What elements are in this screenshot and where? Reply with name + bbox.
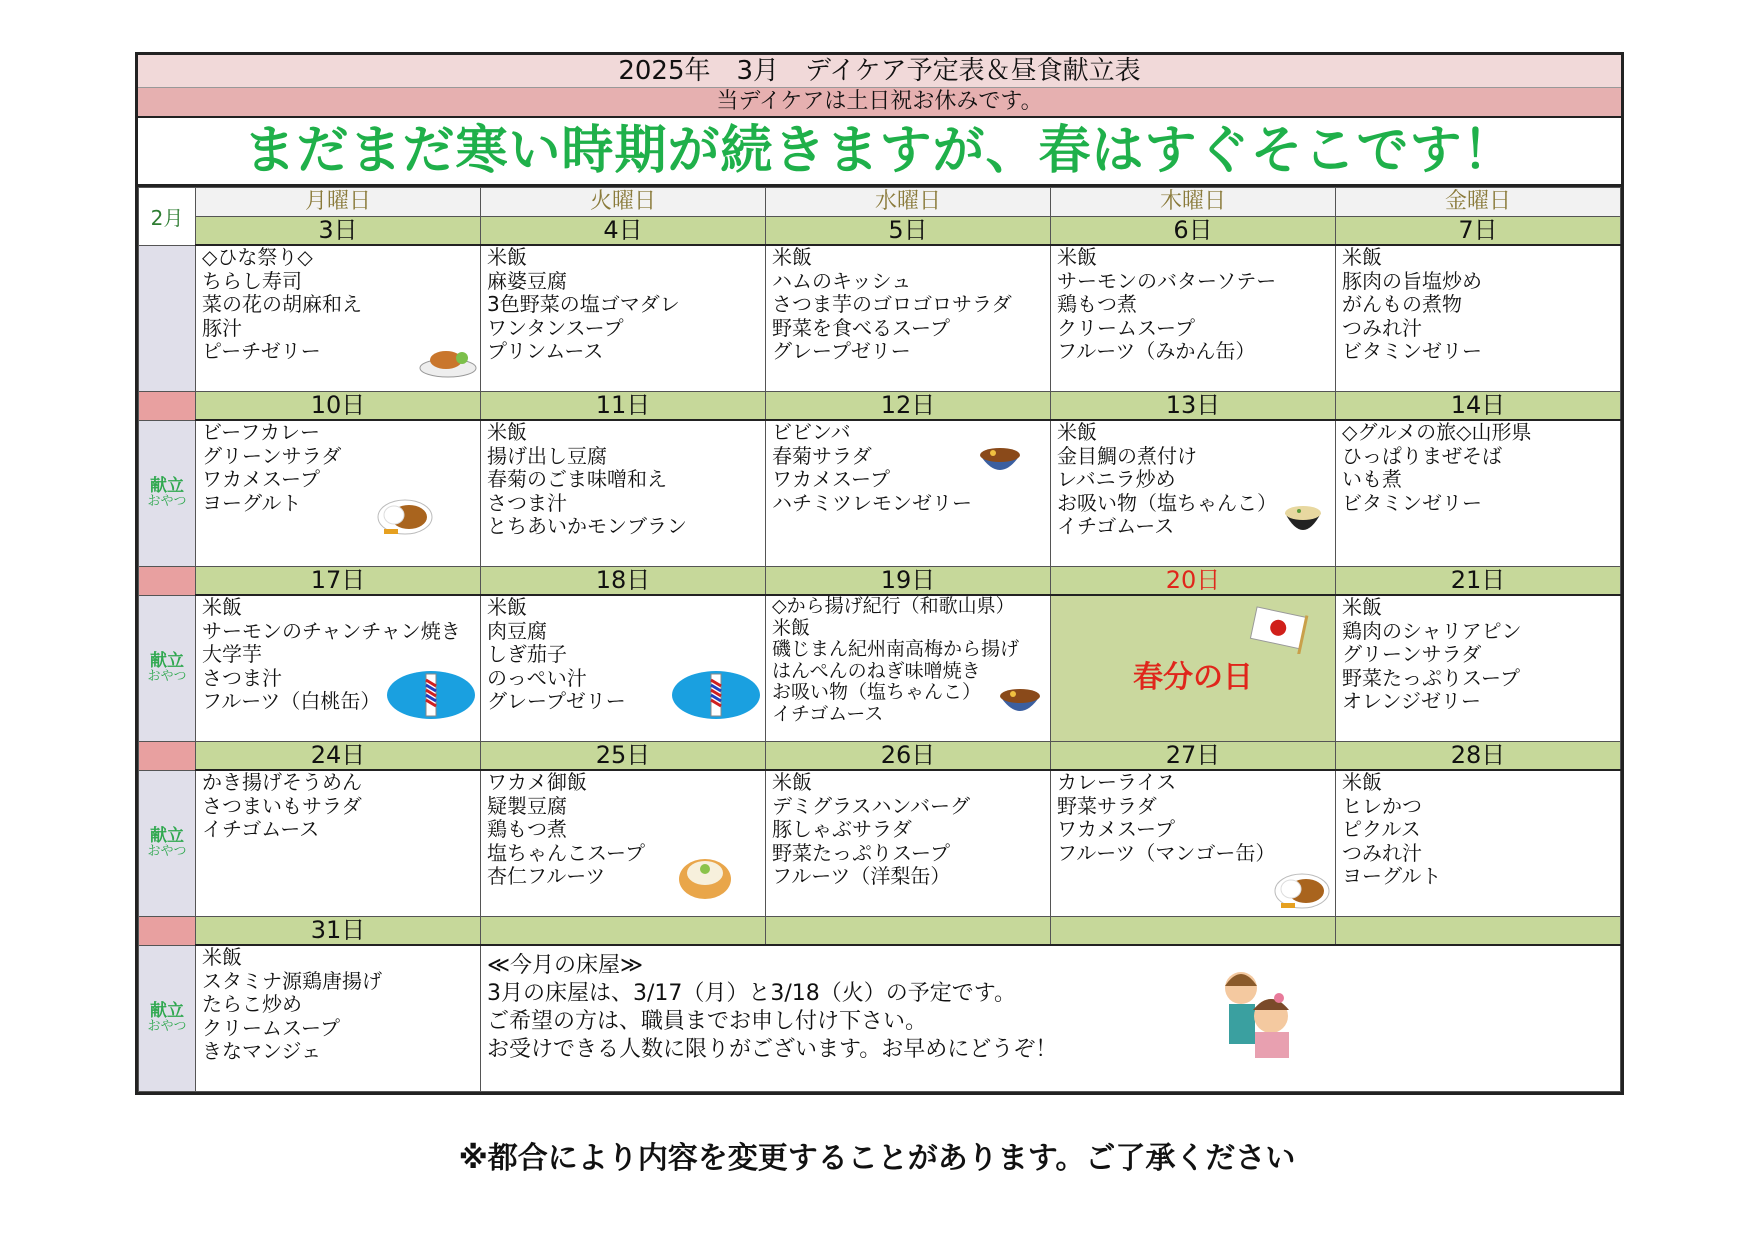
menu-item: 肉豆腐 xyxy=(487,618,547,643)
menu-item: グレープゼリー xyxy=(487,689,626,713)
menu-item: フルーツ（マンゴー缶） xyxy=(1057,840,1276,865)
menu-item: 鶏もつ煮 xyxy=(487,817,567,841)
kakiage-bowl-icon xyxy=(677,851,733,907)
date-cell: 31日 xyxy=(196,917,481,946)
menu-item: 春菊のごま味噌和え xyxy=(487,467,667,491)
menu-item: レバニラ炒め xyxy=(1057,467,1176,491)
menu-side-label xyxy=(139,945,196,1092)
menu-row xyxy=(139,420,1621,567)
menu-item: フルーツ（みかん缶） xyxy=(1057,339,1256,363)
date-cell xyxy=(766,917,1051,946)
menu-item: のっぺい汁 xyxy=(487,665,587,690)
side-label-sub: おやつ xyxy=(147,494,187,510)
japan-flag-icon xyxy=(1247,604,1311,658)
menu-cell xyxy=(196,595,481,742)
menu-cell xyxy=(1336,245,1621,392)
menu-item: 米飯 xyxy=(772,245,812,269)
menu-item: ヨーグルト xyxy=(202,490,302,515)
menu-item: サーモンのチャンチャン焼き xyxy=(202,618,461,643)
menu-cell xyxy=(481,770,766,917)
menu-item: ピクルス xyxy=(1342,817,1421,841)
date-cell: 10日 xyxy=(196,392,481,421)
menu-item: クリームスープ xyxy=(1057,315,1195,340)
date-row xyxy=(139,392,1621,421)
menu-item: ハムのキッシュ xyxy=(772,268,912,293)
notice-line: ご希望の方は、職員までお申し付け下さい。 xyxy=(487,1009,928,1034)
date-cell: 19日 xyxy=(766,567,1051,596)
menu-item: ビーフカレー xyxy=(202,420,320,444)
menu-item: 米飯 xyxy=(487,595,527,619)
date-cell: 24日 xyxy=(196,742,481,771)
barber-pole-icon xyxy=(671,670,761,726)
barber-pole-icon xyxy=(386,670,476,726)
date-cell: 3日 xyxy=(196,217,481,246)
side-label-sub: おやつ xyxy=(147,844,187,860)
menu-item: グリーンサラダ xyxy=(202,443,342,468)
menu-item: ヒレかつ xyxy=(1342,793,1422,818)
menu-side-label xyxy=(139,420,196,567)
date-row xyxy=(139,917,1621,946)
menu-item: ワカメ御飯 xyxy=(487,770,587,794)
menu-item: ◇から揚げ紀行（和歌山県） xyxy=(772,595,1015,617)
date-row xyxy=(139,567,1621,596)
menu-cell xyxy=(1051,245,1336,392)
menu-item: 豚肉の旨塩炒め xyxy=(1342,268,1482,293)
menu-item: 3色野菜の塩ゴマダレ xyxy=(487,292,680,316)
menu-item: いも煮 xyxy=(1342,467,1402,491)
page-title: 2025年 3月 デイケア予定表＆昼食献立表 xyxy=(138,55,1621,88)
menu-item: 野菜を食べるスープ xyxy=(772,315,950,340)
menu-item: イチゴムース xyxy=(202,817,320,841)
menu-item: ◇グルメの旅◇山形県 xyxy=(1342,420,1532,444)
date-cell: 5日 xyxy=(766,217,1051,246)
menu-item: しぎ茄子 xyxy=(487,642,567,666)
menu-item: 米飯 xyxy=(1342,595,1382,619)
menu-item: 菜の花の胡麻和え xyxy=(202,292,362,316)
menu-item: ビタミンゼリー xyxy=(1342,490,1482,515)
bowl-icon xyxy=(998,680,1042,726)
menu-item: イチゴムース xyxy=(1057,514,1175,538)
month-corner-label: 2月 xyxy=(139,188,196,246)
calendar-table xyxy=(138,187,1621,1092)
menu-item: 米飯 xyxy=(202,595,242,619)
barber-notice xyxy=(481,945,1621,1092)
menu-cell xyxy=(766,245,1051,392)
menu-item: ワカメスープ xyxy=(1057,817,1175,841)
menu-cell xyxy=(481,245,766,392)
menu-item: はんぺんのねぎ味噌焼き xyxy=(772,659,981,682)
menu-item: 塩ちゃんこスープ xyxy=(487,840,645,865)
menu-item: とちあいかモンブラン xyxy=(487,514,687,538)
date-cell: 11日 xyxy=(481,392,766,421)
menu-item: ワカメスープ xyxy=(202,467,320,491)
side-label-sub: おやつ xyxy=(147,1019,187,1035)
date-cell: 28日 xyxy=(1336,742,1621,771)
menu-item: オレンジゼリー xyxy=(1342,689,1481,713)
menu-item: サーモンのバターソテー xyxy=(1057,268,1277,293)
date-cell: 7日 xyxy=(1336,217,1621,246)
menu-item: お吸い物（塩ちゃんこ） xyxy=(772,681,982,703)
fried-food-plate-icon xyxy=(418,342,478,384)
weekday-row xyxy=(139,188,1621,217)
menu-item: 米飯 xyxy=(487,245,527,269)
holiday-cell xyxy=(1051,595,1336,742)
date-cell xyxy=(481,917,766,946)
side-label-main: 献立 xyxy=(150,1001,184,1022)
menu-cell xyxy=(766,770,1051,917)
date-cell: 14日 xyxy=(1336,392,1621,421)
haircut-illustration-icon xyxy=(1211,960,1301,1068)
menu-item: 金目鯛の煮付け xyxy=(1057,443,1197,468)
menu-item: 麻婆豆腐 xyxy=(487,268,567,293)
menu-item: ちらし寿司 xyxy=(202,268,302,293)
menu-item: 米飯 xyxy=(772,616,811,639)
menu-item: 鶏肉のシャリアピン xyxy=(1342,618,1522,643)
menu-item: お吸い物（塩ちゃんこ） xyxy=(1057,490,1277,515)
date-row xyxy=(139,742,1621,771)
date-cell: 25日 xyxy=(481,742,766,771)
menu-item: ヨーグルト xyxy=(1342,864,1442,888)
miso-soup-icon xyxy=(1283,497,1323,551)
menu-row xyxy=(139,245,1621,392)
menu-cell xyxy=(1051,420,1336,567)
menu-item: 野菜サラダ xyxy=(1057,793,1157,818)
menu-cell xyxy=(481,420,766,567)
week-side-header xyxy=(139,567,196,596)
menu-item: たらこ炒め xyxy=(202,992,302,1016)
date-cell xyxy=(1336,917,1621,946)
menu-item: ピーチゼリー xyxy=(202,339,321,363)
menu-side-label xyxy=(139,770,196,917)
menu-item: ワカメスープ xyxy=(772,467,890,491)
notice-line: お受けできる人数に限りがございます。お早めにどうぞ！ xyxy=(487,1037,1058,1062)
date-cell: 17日 xyxy=(196,567,481,596)
menu-item: さつま汁 xyxy=(487,490,567,515)
menu-item: 春菊サラダ xyxy=(772,443,872,468)
week-side-header xyxy=(139,742,196,771)
menu-row xyxy=(139,770,1621,917)
menu-item: 揚げ出し豆腐 xyxy=(487,443,607,468)
menu-item: ハチミツレモンゼリー xyxy=(772,490,972,515)
menu-item: 米飯 xyxy=(1057,420,1097,444)
menu-cell xyxy=(1336,595,1621,742)
menu-side-label xyxy=(139,595,196,742)
menu-cell xyxy=(1051,770,1336,917)
menu-item: イチゴムース xyxy=(772,702,884,725)
menu-item: グリーンサラダ xyxy=(1342,642,1482,666)
menu-item: デミグラスハンバーグ xyxy=(772,793,970,818)
menu-item: 米飯 xyxy=(772,770,812,794)
menu-row xyxy=(139,945,1621,1092)
week-side-header xyxy=(139,917,196,946)
weekday-header: 木曜日 xyxy=(1051,188,1336,217)
menu-item: ワンタンスープ xyxy=(487,315,624,340)
menu-item: 米飯 xyxy=(202,945,242,969)
menu-item: ひっぱりまぜそば xyxy=(1342,443,1502,468)
date-cell: 6日 xyxy=(1051,217,1336,246)
menu-item: かき揚げそうめん xyxy=(202,770,362,794)
menu-item: 野菜たっぷりスープ xyxy=(772,840,950,865)
menu-item: きなマンジェ xyxy=(202,1039,322,1063)
menu-item: 疑製豆腐 xyxy=(487,793,567,818)
notice-title: ≪今月の床屋≫ xyxy=(487,953,644,978)
menu-item: 米飯 xyxy=(1342,245,1382,269)
date-cell: 13日 xyxy=(1051,392,1336,421)
menu-item: フルーツ（洋梨缶） xyxy=(772,864,951,888)
menu-item: 豚汁 xyxy=(202,315,242,340)
menu-item: がんもの煮物 xyxy=(1342,292,1462,316)
date-cell: 12日 xyxy=(766,392,1051,421)
menu-item: 磯じまん紀州南高梅から揚げ xyxy=(772,638,1020,660)
menu-item: 米飯 xyxy=(1342,770,1382,794)
weekday-header: 水曜日 xyxy=(766,188,1051,217)
notice-line: 3月の床屋は、3/17（月）と3/18（火）の予定です。 xyxy=(487,981,1017,1006)
side-label-sub: おやつ xyxy=(147,669,187,685)
menu-cell xyxy=(1336,770,1621,917)
banner-message: まだまだ寒い時期が続きますが、春はすぐそこです！ xyxy=(138,118,1621,187)
date-cell: 20日 xyxy=(1051,567,1336,596)
menu-row xyxy=(139,595,1621,742)
menu-item: 鶏もつ煮 xyxy=(1057,292,1137,316)
week-side-header xyxy=(139,392,196,421)
date-cell: 18日 xyxy=(481,567,766,596)
curry-plate-icon xyxy=(376,493,434,543)
menu-item: 杏仁フルーツ xyxy=(487,864,606,888)
menu-item: さつまいもサラダ xyxy=(202,793,362,818)
menu-cell xyxy=(196,245,481,392)
menu-cell xyxy=(481,595,766,742)
menu-item: つみれ汁 xyxy=(1342,315,1422,340)
menu-item: ビタミンゼリー xyxy=(1342,339,1482,363)
side-label-main: 献立 xyxy=(150,826,184,847)
menu-item: 大学芋 xyxy=(202,642,262,666)
menu-item: カレーライス xyxy=(1057,770,1177,794)
menu-item: 米飯 xyxy=(487,420,527,444)
menu-cell xyxy=(766,420,1051,567)
menu-item: フルーツ（白桃缶） xyxy=(202,689,381,713)
menu-cell xyxy=(196,945,481,1092)
date-cell xyxy=(1051,917,1336,946)
menu-item: 米飯 xyxy=(1057,245,1097,269)
weekday-header: 金曜日 xyxy=(1336,188,1621,217)
menu-item: グレープゼリー xyxy=(772,339,911,363)
menu-cell xyxy=(766,595,1051,742)
date-cell: 26日 xyxy=(766,742,1051,771)
weekday-header: 火曜日 xyxy=(481,188,766,217)
menu-cell xyxy=(1336,420,1621,567)
menu-item: つみれ汁 xyxy=(1342,840,1422,865)
schedule-sheet xyxy=(135,52,1624,1095)
date-cell: 27日 xyxy=(1051,742,1336,771)
menu-cell xyxy=(196,770,481,917)
menu-item: 豚しゃぶサラダ xyxy=(772,817,912,841)
date-cell: 4日 xyxy=(481,217,766,246)
page-subtitle: 当デイケアは土日祝お休みです。 xyxy=(138,88,1621,118)
date-row xyxy=(139,217,1621,246)
menu-item: スタミナ源鶏唐揚げ xyxy=(202,968,382,993)
menu-item: さつま芋のゴロゴロサラダ xyxy=(772,292,1012,316)
menu-cell xyxy=(196,420,481,567)
footer-note: ※都合により内容を変更することがあります。ご了承ください xyxy=(458,1141,1296,1176)
side-label-main: 献立 xyxy=(150,651,184,672)
side-label-main: 献立 xyxy=(150,476,184,497)
menu-item: ビビンバ xyxy=(772,420,851,444)
weekday-header: 月曜日 xyxy=(196,188,481,217)
menu-side-label xyxy=(139,245,196,392)
menu-item: プリンムース xyxy=(487,339,604,363)
menu-item: さつま汁 xyxy=(202,665,282,690)
menu-item: クリームスープ xyxy=(202,1015,340,1040)
menu-item: 野菜たっぷりスープ xyxy=(1342,665,1520,690)
date-cell: 21日 xyxy=(1336,567,1621,596)
bowl-icon xyxy=(978,439,1022,485)
menu-item: ◇ひな祭り◇ xyxy=(202,245,313,269)
curry-plate-icon xyxy=(1273,867,1331,917)
holiday-name: 春分の日 xyxy=(1133,660,1253,695)
